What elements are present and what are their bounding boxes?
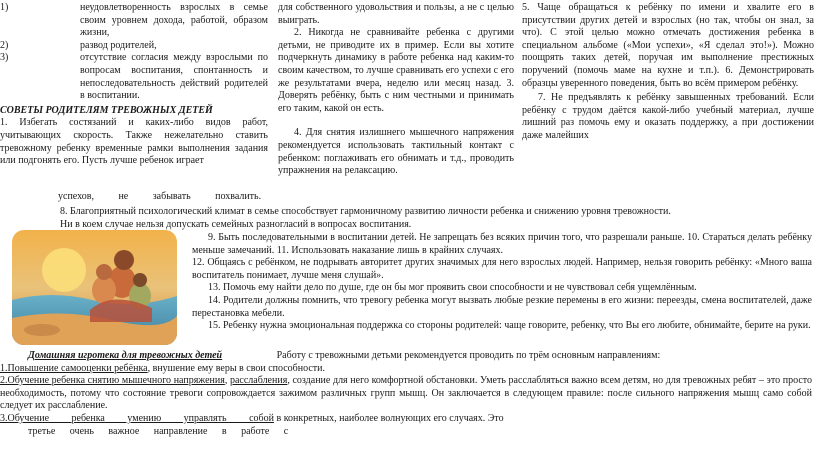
illustration-svg <box>12 230 177 345</box>
paragraph-15: 15. Ребенку нужна эмоциональная поддержка со стороны родителей: чаще говорите, ребенку, что Вы его любите, обнимайте, берите на руки. <box>208 320 811 332</box>
list-number: 1) <box>0 2 9 13</box>
direction-3-continued: третье очень важное направление в работе с <box>28 425 289 437</box>
home-games-section <box>0 350 812 438</box>
paragraph-8: 8. Благоприятный психологический климат в семье способствует гармоничному развитию личности ребенка и снижению уровня тревожности. <box>60 206 671 217</box>
column-1 <box>0 2 268 168</box>
list-text: неудовлетворенность взрослых в семье своим уровнем дохода, работой, образом жизни, <box>80 2 268 39</box>
direction-2-title: 2.Обучение ребенка снятию мышечного напряжения <box>0 375 225 387</box>
list-text: развод родителей, <box>80 39 157 51</box>
list-item <box>0 52 268 102</box>
direction-3-title: 3.Обучение ребенка умению управлять собой <box>0 412 274 424</box>
direction-2-sep: , <box>224 375 230 387</box>
section-heading: СОВЕТЫ РОДИТЕЛЯМ ТРЕВОЖНЫХ ДЕТЕЙ <box>0 104 213 116</box>
column-3 <box>522 2 814 143</box>
list-text: отсутствие согласия между взрослыми по вопросам воспитания, спонтанность и непоследовательность действий родителей в воспитании. <box>80 52 268 102</box>
direction-2-title-b: расслабления <box>229 375 288 387</box>
list-number: 2) <box>0 39 9 51</box>
list-item <box>0 40 268 53</box>
paragraph-9: 9. Быть последовательными в воспитании детей. Не запрещать без всяких причин того, что разрешали раньше. 10. Стараться делать ребёнку меньше замечаний. 11. Использовать наказание лишь в крайних случаях. <box>192 232 812 256</box>
home-games-intro: Работу с тревожными детьми рекомендуется проводить по трём основным направлениям: <box>276 350 661 361</box>
paragraph-8b: Ни в коем случае нельзя допускать семейных разногласий в вопросах воспитания. <box>60 219 412 230</box>
direction-2-text: , создание для него комфортной обстановки. Уметь расслабляться важно всем детям, но для тревожных ребят – это просто необходимость, потому что состояние тревоги сопровождается зажимом различных групп мышц. Он заключается в следующем правиле: после сильного напряжения мышц само собой следует их расслабление. <box>0 375 813 412</box>
direction-3 <box>0 413 812 426</box>
direction-1 <box>0 363 812 376</box>
advice-paragraph-1-tail: успехов, не забывать похвалить. <box>58 191 262 202</box>
home-games-header <box>0 350 812 363</box>
lower-block <box>192 232 812 333</box>
illustration-family-hug <box>12 230 177 345</box>
paragraph: для собственного удовольствия и пользы, а не с целью выиграть. <box>278 2 514 26</box>
paragraph: 5. Чаще обращаться к ребёнку по имени и хвалите его в присутствии других детей и взрослых (но так, чтобы он знал, за что). С этой целью можно отмечать достижения ребенка в специальном альбоме («Мои успехи», «Я сделал это!»). Можно поощрять таких детей, поручая им выполнение престижных поручений (помочь маме на кухне и т.п.). 6. Демонстрировать образцы уверенного поведения, быть во всём примером ребёнку. <box>522 2 814 89</box>
advice-paragraph-1: 1. Избегать состязаний и каких-либо видов работ, учитывающих скорость. Также нежелательно ставить тревожному ребенку временные рамки выполнения задания или подгонять его. Пусть лучше ребенок играет <box>0 117 268 167</box>
paragraph: 7. Не предъявлять к ребёнку завышенных требований. Если ребёнку с трудом даётся какой-либо учебный материал, лучше лишний раз помочь ему и оказать поддержку, а при достижении даже малейших <box>522 92 814 141</box>
list-item <box>0 2 268 40</box>
paragraph-14: 14. Родители должны помнить, что тревогу ребенка могут вызвать любые резкие перемены в его жизни: переезды, смена воспитателей, даже перестановка мебели. <box>192 294 812 319</box>
paragraph: 2. Никогда не сравнивайте ребенка с другими детьми, не приводите их в пример. Если вы хотите подчеркнуть динамику в работе ребенка над каким-то своим качеством, то лучше сравнивать его успехи с его же результатами вчера, неделю или месяц назад. 3. Доверять ребёнку, быть с ним честными и принимать его таким, какой он есть. <box>278 27 514 114</box>
paragraph-13: 13. Помочь ему найти дело по душе, где он бы мог проявить свои способности и не чувствовал себя ущемлённым. <box>208 282 697 294</box>
direction-3-text: в конкретных, наиболее волнующих его случаях. Это <box>273 412 504 424</box>
direction-1-title: 1.Повышение самооценки ребёнка <box>0 362 148 374</box>
home-games-heading: Домашняя игротека для тревожных детей <box>28 350 223 361</box>
paragraph: 4. Для снятия излишнего мышечного напряжения рекомендуется использовать тактильный контакт с ребенком: поглаживать его обнимать и т.д., проводить упражнения на релаксацию. <box>278 127 514 177</box>
paragraph-12: 12. Общаясь с ребёнком, не подрывать авторитет других значимых для него взрослых людей. Например, нельзя говорить ребёнку: «Много ваша воспитатель понимает, лучше меня слушай». <box>192 257 812 281</box>
direction-2 <box>0 375 812 413</box>
list-number: 3) <box>0 52 9 64</box>
column-2 <box>278 2 514 178</box>
direction-1-text: , внушение ему веры в свои способности. <box>147 362 326 374</box>
